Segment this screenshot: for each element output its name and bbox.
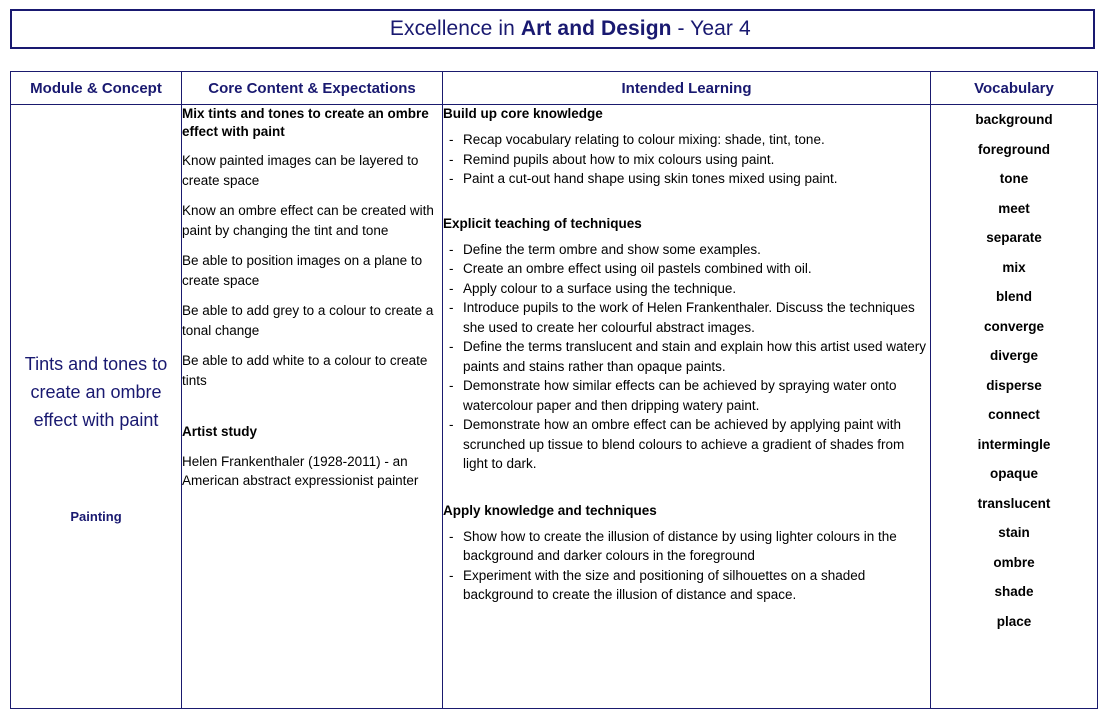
learning-bullet [443, 415, 930, 474]
vocabulary-word: translucent [977, 495, 1051, 511]
vocabulary-word: blend [996, 289, 1032, 304]
learning-section-heading: Build up core knowledge [443, 106, 603, 121]
learning-section-spacer [443, 189, 930, 215]
cell-core-content [182, 105, 443, 708]
learning-bullet [443, 130, 930, 150]
cell-vocabulary [931, 105, 1097, 708]
bullet-marker-icon: - [449, 171, 454, 186]
table-header-row [11, 72, 1097, 105]
learning-section [443, 105, 930, 189]
learning-bullet-text: Demonstrate how an ombre effect can be achieved by applying paint with scrunched up tissue to blend colours to achieve a gradient of shades from light to dark. [463, 417, 905, 471]
vocabulary-word: tone [999, 171, 1029, 186]
header-label-core-content: Core Content & Expectations [208, 79, 416, 97]
learning-section-heading: Explicit teaching of techniques [443, 215, 642, 231]
bullet-marker-icon: - [449, 151, 454, 167]
vocabulary-word: intermingle [977, 436, 1051, 452]
learning-bullet-text: Experiment with the size and positioning of silhouettes on a shaded background to create the illusion of distance and space. [463, 567, 866, 602]
vocabulary-word: stain [998, 525, 1030, 540]
vocabulary-word: opaque [989, 466, 1038, 481]
bullet-marker-icon: - [449, 567, 454, 583]
learning-bullet-text: Apply colour to a surface using the technique. [463, 280, 737, 296]
learning-bullet-text: Remind pupils about how to mix colours using paint. [463, 151, 775, 167]
header-cell-core-content [182, 72, 443, 104]
learning-bullet-text: Define the terms translucent and stain and explain how this artist used watery paints and stains rather than opaque paints. [463, 339, 926, 374]
vocabulary-word: connect [988, 407, 1040, 422]
vocabulary-word: ombre [993, 554, 1035, 570]
learning-bullet [443, 376, 930, 415]
learning-bullet-text: Demonstrate how similar effects can be achieved by spraying water onto watercolour paper and then dripping watery paint. [463, 378, 897, 413]
artist-study-heading: Artist study [182, 424, 258, 439]
learning-section [443, 215, 930, 474]
vocabulary-word: background [975, 112, 1053, 127]
bullet-marker-icon: - [449, 339, 454, 354]
learning-bullet [443, 527, 930, 566]
module-concept-title: Tints and tones to create an ombre effect with paint [24, 354, 168, 430]
bullet-marker-icon: - [449, 132, 454, 147]
cell-module-concept [11, 105, 182, 708]
learning-section [443, 502, 930, 605]
core-content-heading: Mix tints and tones to create an ombre effect with paint [182, 106, 429, 139]
page-title [354, 0, 750, 65]
header-cell-intended-learning [443, 72, 931, 104]
vocabulary-word: mix [1002, 259, 1026, 275]
vocabulary-word: shade [994, 584, 1034, 599]
vocabulary-word: foreground [978, 141, 1050, 157]
header-label-module: Module & Concept [30, 79, 162, 97]
cell-intended-learning [443, 105, 931, 708]
header-label-intended-learning: Intended Learning [621, 79, 752, 97]
page-title-prefix: Excellence in [389, 17, 521, 40]
learning-bullet [443, 150, 930, 170]
page-title-subject: Art and Design [520, 17, 672, 40]
learning-bullet [443, 298, 930, 337]
learning-bullet-text: Recap vocabulary relating to colour mixing: shade, tint, tone. [463, 132, 825, 147]
core-expectation-item: Be able to position images on a plane to create space [182, 253, 423, 288]
header-label-vocabulary: Vocabulary [974, 79, 1054, 97]
learning-section-spacer [443, 474, 930, 502]
learning-bullet-text: Paint a cut-out hand shape using skin tones mixed using paint. [463, 171, 838, 186]
vocabulary-word: diverge [989, 348, 1039, 363]
learning-bullet [443, 337, 930, 376]
bullet-marker-icon: - [449, 300, 454, 315]
page-title-banner [10, 9, 1095, 49]
learning-section-heading: Apply knowledge and techniques [443, 502, 657, 518]
vocabulary-word: converge [983, 318, 1045, 334]
bullet-marker-icon: - [449, 261, 454, 276]
vocabulary-word: disperse [986, 377, 1042, 393]
learning-bullet-list [443, 240, 930, 474]
core-expectation-item: Be able to add white to a colour to create tints [182, 353, 428, 388]
header-cell-module [11, 72, 182, 104]
bullet-marker-icon: - [449, 417, 454, 432]
core-content-spacer [182, 401, 442, 423]
learning-bullet [443, 169, 930, 189]
curriculum-table [10, 71, 1098, 709]
core-expectation-item: Know painted images can be layered to create space [182, 153, 419, 188]
learning-bullet-list [443, 527, 930, 605]
artist-study-text: Helen Frankenthaler (1928-2011) - an American abstract expressionist painter [182, 453, 419, 488]
learning-bullet-text: Define the term ombre and show some examples. [463, 241, 761, 257]
core-expectation-item: Be able to add grey to a colour to create a tonal change [182, 303, 434, 338]
vocabulary-word: place [996, 613, 1032, 629]
vocabulary-word: separate [986, 230, 1042, 245]
bullet-marker-icon: - [449, 280, 454, 296]
header-cell-vocabulary [931, 72, 1097, 104]
learning-bullet [443, 279, 930, 299]
page-title-suffix: - Year 4 [671, 17, 751, 40]
bullet-marker-icon: - [449, 528, 454, 544]
learning-bullet-text: Create an ombre effect using oil pastels combined with oil. [463, 261, 812, 276]
learning-bullet [443, 240, 930, 260]
core-expectation-item: Know an ombre effect can be created with paint by changing the tint and tone [182, 203, 434, 238]
learning-bullet [443, 259, 930, 279]
module-subject-label: Painting [70, 509, 122, 524]
learning-bullet-list [443, 130, 930, 189]
learning-bullet [443, 566, 930, 605]
table-row [11, 105, 1097, 708]
learning-bullet-text: Introduce pupils to the work of Helen Frankenthaler. Discuss the techniques she used to create her colourful abstract images. [463, 300, 915, 335]
vocabulary-word: meet [998, 200, 1030, 216]
learning-bullet-text: Show how to create the illusion of distance by using lighter colours in the background and darker colours in the foreground [463, 528, 897, 563]
bullet-marker-icon: - [449, 378, 454, 393]
bullet-marker-icon: - [449, 241, 454, 257]
